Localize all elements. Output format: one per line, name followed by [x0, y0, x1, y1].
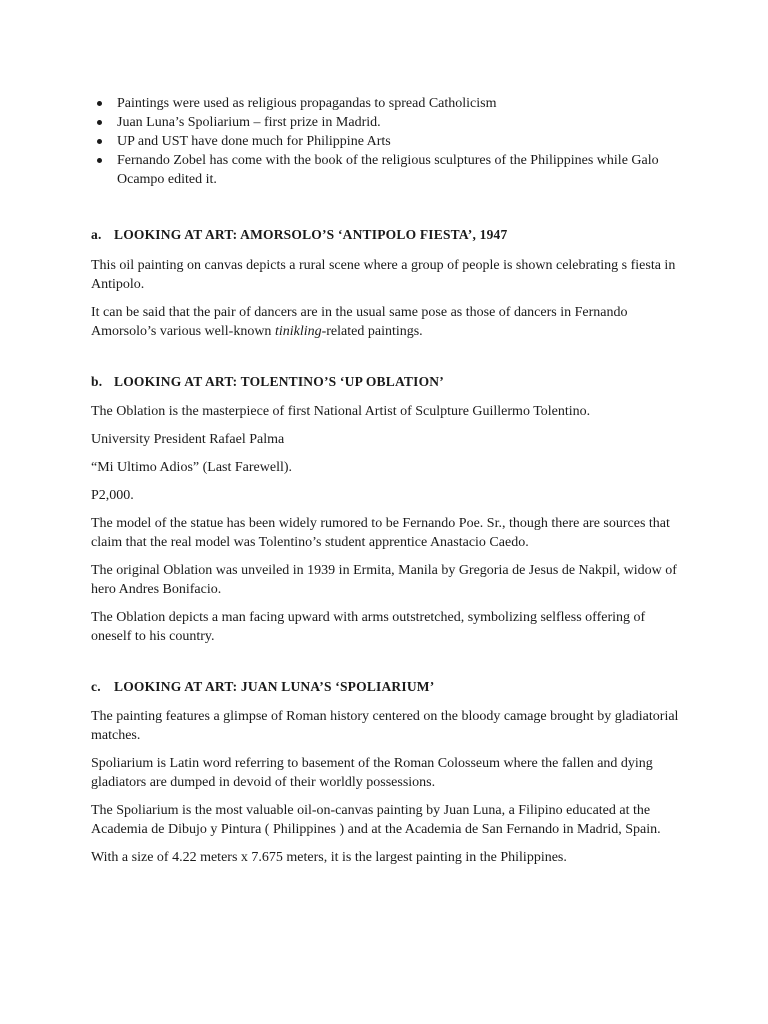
- paragraph: The model of the statue has been widely rumored to be Fernando Poe. Sr., though there are sources that claim that the real model was Tolentino’s student apprentice Anastacio Caedo.: [91, 516, 670, 550]
- section-letter: a.: [91, 227, 102, 242]
- paragraph: The Oblation is the masterpiece of first National Artist of Sculpture Guillermo Tolentino.: [91, 404, 591, 419]
- paragraph: This oil painting on canvas depicts a rural scene where a group of people is shown celebrating s fiesta in Antipolo.: [91, 258, 676, 292]
- paragraph: P2,000.: [91, 488, 134, 503]
- section-letter: c.: [91, 679, 101, 694]
- paragraph: “Mi Ultimo Adios” (Last Farewell).: [91, 460, 293, 475]
- bullet-dot-icon: [97, 120, 102, 125]
- section-heading-a: [91, 225, 681, 244]
- bullet-dot-icon: [97, 139, 102, 144]
- paragraph: The original Oblation was unveiled in 1939 in Ermita, Manila by Gregoria de Jesus de Nakpil, widow of hero Andres Bonifacio.: [91, 563, 677, 597]
- document-page: [91, 94, 681, 867]
- section-title: LOOKING AT ART: JUAN LUNA’S ‘SPOLIARIUM’: [114, 679, 435, 694]
- bullet-item: UP and UST have done much for Philippine Arts: [91, 132, 681, 151]
- bullet-list: [91, 94, 681, 189]
- bullet-item: Paintings were used as religious propagandas to spread Catholicism: [91, 94, 681, 113]
- paragraph: With a size of 4.22 meters x 7.675 meters, it is the largest painting in the Philippines.: [91, 850, 567, 865]
- paragraph: University President Rafael Palma: [91, 432, 285, 447]
- section-title: LOOKING AT ART: TOLENTINO’S ‘UP OBLATION’: [114, 374, 444, 389]
- paragraph: The Oblation depicts a man facing upward with arms outstretched, symbolizing selfless offering of oneself to his country.: [91, 610, 646, 644]
- italic-term: tinikling: [274, 324, 322, 339]
- bullet-dot-icon: [97, 158, 102, 163]
- section-title: LOOKING AT ART: AMORSOLO’S ‘ANTIPOLO FIESTA’, 1947: [114, 227, 508, 242]
- section-letter: b.: [91, 374, 103, 389]
- bullet-item: Juan Luna’s Spoliarium – first prize in Madrid.: [91, 113, 681, 132]
- paragraph: The Spoliarium is the most valuable oil-on-canvas painting by Juan Luna, a Filipino educated at the Academia de Dibujo y Pintura ( Philippines ) and at the Academia de San Fernando in Madrid, Spain.: [91, 803, 661, 837]
- section-heading-c: [91, 677, 681, 696]
- bullet-item: Fernando Zobel has come with the book of the religious sculptures of the Philippines while Galo Ocampo edited it.: [91, 151, 681, 189]
- paragraph: It can be said that the pair of dancers are in the usual same pose as those of dancers in Fernando Amorsolo’s various well-known tinikling-related paintings.: [91, 305, 628, 339]
- bullet-dot-icon: [97, 101, 102, 106]
- section-heading-b: [91, 372, 681, 391]
- paragraph: The painting features a glimpse of Roman history centered on the bloody camage brought by gladiatorial matches.: [91, 709, 679, 743]
- paragraph: Spoliarium is Latin word referring to basement of the Roman Colosseum where the fallen and dying gladiators are dumped in devoid of their worldly possessions.: [91, 756, 653, 790]
